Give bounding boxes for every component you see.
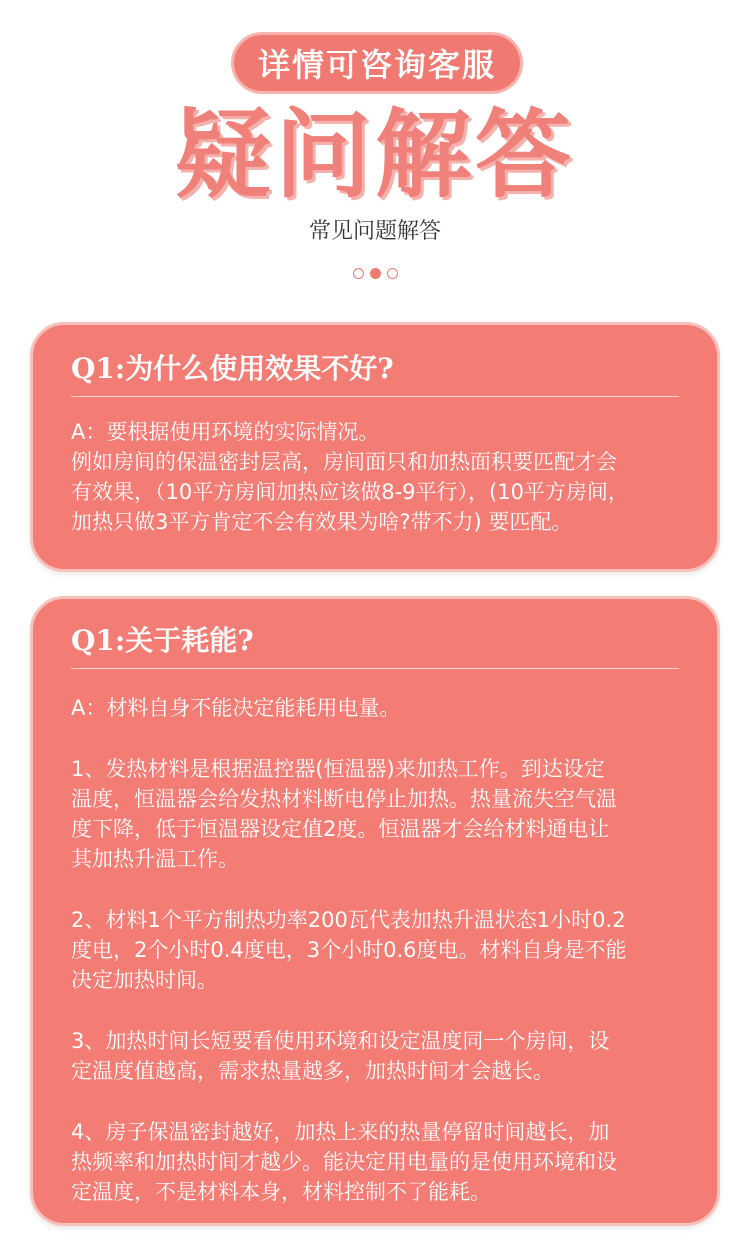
answer-line: 1、发热材料是根据温控器(恒温器)来加热工作。到达设定	[71, 757, 605, 781]
dot-indicator-active	[370, 268, 381, 279]
faq-question: Q1:关于耗能?	[71, 624, 254, 657]
pagination-dots	[0, 268, 750, 279]
dot-indicator	[387, 268, 398, 279]
answer-line: 热频率和加热时间才越少。能决定用电量的是使用环境和设	[71, 1150, 617, 1174]
page-subtitle: 常见问题解答	[308, 219, 441, 244]
faq-question: Q1:为什么使用效果不好?	[71, 352, 394, 385]
dot-indicator	[353, 268, 364, 279]
answer-line: 定温度，不是材料本身，材料控制不了能耗。	[71, 1180, 491, 1204]
faq-answer	[71, 417, 689, 537]
faq-card-2	[30, 596, 720, 1226]
answer-line: 2、材料1个平方制热功率200瓦代表加热升温状态1小时0.2	[71, 908, 626, 932]
answer-line: 温度，恒温器会给发热材料断电停止加热。热量流失空气温	[71, 787, 617, 811]
consult-service-pill: 详情可咨询客服	[231, 32, 523, 94]
answer-intro: A：材料自身不能决定能耗用电量。	[71, 696, 401, 720]
answer-line: 度电，2个小时0.4度电，3个小时0.6度电。材料自身是不能	[71, 938, 627, 962]
answer-line: 加热只做3平方肯定不会有效果为啥?带不力) 要匹配。	[71, 510, 573, 534]
answer-line: 有效果，（10平方房间加热应该做8-9平行），(10平方房间，	[71, 480, 629, 504]
faq-card-1	[30, 322, 720, 572]
answer-line: A：要根据使用环境的实际情况。	[71, 420, 380, 444]
faq-answer	[71, 693, 689, 1207]
answer-line: 决定加热时间。	[71, 968, 218, 992]
page-title: 疑问解答	[175, 99, 575, 211]
answer-line: 其加热升温工作。	[71, 847, 239, 871]
divider	[71, 668, 679, 669]
answer-line: 度下降，低于恒温器设定值2度。恒温器才会给材料通电让	[71, 817, 610, 841]
answer-line: 定温度值越高，需求热量越多，加热时间才会越长。	[71, 1059, 554, 1083]
divider	[71, 396, 679, 397]
answer-line: 3、加热时间长短要看使用环境和设定温度同一个房间，设	[71, 1029, 610, 1053]
answer-line: 例如房间的保温密封层高，房间面只和加热面积要匹配才会	[71, 450, 617, 474]
answer-line: 4、房子保温密封越好，加热上来的热量停留时间越长，加	[71, 1120, 610, 1144]
